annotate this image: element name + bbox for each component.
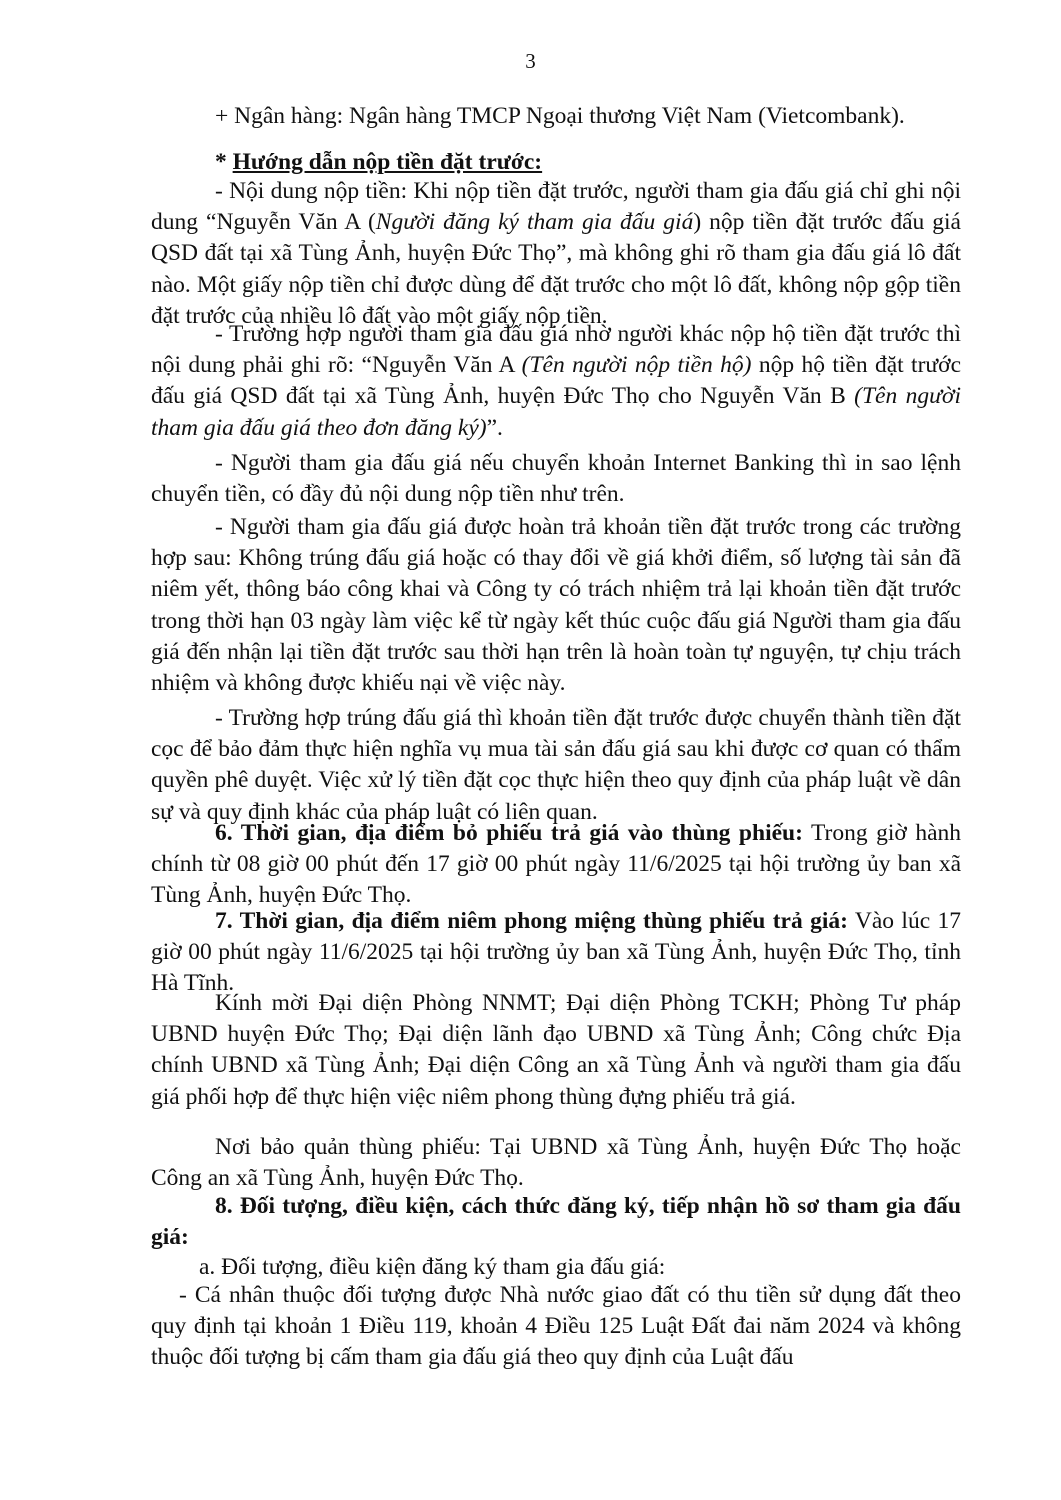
bank-line: + Ngân hàng: Ngân hàng TMCP Ngoại thương Việt Nam (Vietcombank). <box>215 103 905 129</box>
section-6 <box>151 818 961 912</box>
section-6-text: Trong giờ hành chính từ 08 giờ 00 phút đến 17 giờ 00 phút ngày 11/6/2025 tại hội trường ủy ban xã Tùng Ảnh, huyện Đức Thọ. <box>151 820 961 909</box>
section-6-heading: 6. Thời gian, địa điểm bỏ phiếu trả giá vào thùng phiếu: <box>215 820 803 846</box>
deposit-content-paragraph <box>151 176 961 332</box>
text-run: - Nội dung nộp tiền: Khi nộp tiền đặt trước, người tham gia đấu giá chỉ ghi nội dung “Nguyễn Văn A ( <box>151 178 961 236</box>
section-8-eligibility-paragraph: - Cá nhân thuộc đối tượng được Nhà nước giao đất có thu tiền sử dụng đất theo quy định tại khoản 1 Điều 119, khoản 4 Điều 125 Luật Đất đai năm 2024 và không thuộc đối tượng bị cấm tham gia đấu giá theo quy định của Luật đấu <box>151 1282 961 1371</box>
section-7 <box>151 906 961 1000</box>
page-number: 3 <box>525 49 536 73</box>
text-run: ”. <box>486 414 503 441</box>
section-7-text: Vào lúc 17 giờ 00 phút ngày 11/6/2025 tại hội trường ủy ban xã Tùng Ảnh, huyện Đức Thọ, tỉnh Hà Tĩnh. <box>151 908 961 997</box>
text-run: nộp hộ tiền đặt trước đấu giá QSD đất tại xã Tùng Ảnh, huyện Đức Thọ cho Nguyễn Văn B <box>151 352 961 410</box>
section-8-sub-a: a. Đối tượng, điều kiện đăng ký tham gia đấu giá: <box>199 1254 666 1280</box>
heading-bullet: * <box>215 149 233 175</box>
proxy-payment-paragraph <box>151 319 961 444</box>
section-8-heading: 8. Đối tượng, điều kiện, cách thức đăng ký, tiếp nhận hồ sơ tham gia đấu giá: <box>151 1193 961 1251</box>
deposit-guide-heading <box>151 147 961 178</box>
italic-run: (Tên người nộp tiền hộ) <box>521 352 752 379</box>
heading-text: Hướng dẫn nộp tiền đặt trước: <box>232 149 543 175</box>
text-run: ) nộp tiền đặt trước đấu giá QSD đất tại xã Tùng Ảnh, huyện Đức Thọ”, mà không ghi rõ tham gia đấu giá lô đất nào. Một giấy nộp tiền chỉ được dùng để đặt trước cho một lô đất, không nộp gộp tiền đặt trước của nhiều lô đất vào một giấy nộp tiền. <box>151 209 961 329</box>
italic-run: Người đăng ký tham gia đấu giá <box>375 209 694 236</box>
ballot-storage-paragraph: Nơi bảo quản thùng phiếu: Tại UBND xã Tùng Ảnh, huyện Đức Thọ hoặc Công an xã Tùng Ảnh, huyện Đức Thọ. <box>151 1134 961 1192</box>
text-run: - Trường hợp người tham gia đấu giá nhờ người khác nộp hộ tiền đặt trước thì nội dung phải ghi rõ: “Nguyễn Văn A <box>151 321 961 379</box>
winning-deposit-paragraph: - Trường hợp trúng đấu giá thì khoản tiền đặt trước được chuyển thành tiền đặt cọc để bảo đảm thực hiện nghĩa vụ mua tài sản đấu giá sau khi được cơ quan có thẩm quyền phê duyệt. Việc xử lý tiền đặt cọc thực hiện theo quy định của pháp luật về dân sự và quy định khác của pháp luật có liên quan. <box>151 705 961 825</box>
internet-banking-paragraph: - Người tham gia đấu giá nếu chuyển khoản Internet Banking thì in sao lệnh chuyển tiền, có đầy đủ nội dung nộp tiền như trên. <box>151 450 961 508</box>
italic-run: (Tên người tham gia đấu giá theo đơn đăng ký) <box>151 383 961 441</box>
invitation-paragraph: Kính mời Đại diện Phòng NNMT; Đại diện Phòng TCKH; Phòng Tư pháp UBND huyện Đức Thọ; Đại diện lãnh đạo UBND xã Tùng Ảnh; Công chức Địa chính UBND xã Tùng Ảnh; Đại diện Công an xã Tùng Ảnh và người tham gia đấu giá phối hợp để thực hiện việc niêm phong thùng đựng phiếu trả giá. <box>151 990 961 1110</box>
refund-paragraph: - Người tham gia đấu giá được hoàn trả khoản tiền đặt trước trong các trường hợp sau: Không trúng đấu giá hoặc có thay đổi về giá khởi điểm, số lượng tài sản đã niêm yết, thông báo công khai và Công ty có trách nhiệm trả lại khoản tiền đặt trước trong thời hạn 03 ngày làm việc kể từ ngày kết thúc cuộc đấu giá Người tham gia đấu giá đến nhận lại tiền đặt trước sau thời hạn trên là hoàn toàn tự nguyện, tự chịu trách nhiệm và không được khiếu nại về việc này. <box>151 514 961 697</box>
section-7-heading: 7. Thời gian, địa điểm niêm phong miệng thùng phiếu trả giá: <box>215 908 848 934</box>
